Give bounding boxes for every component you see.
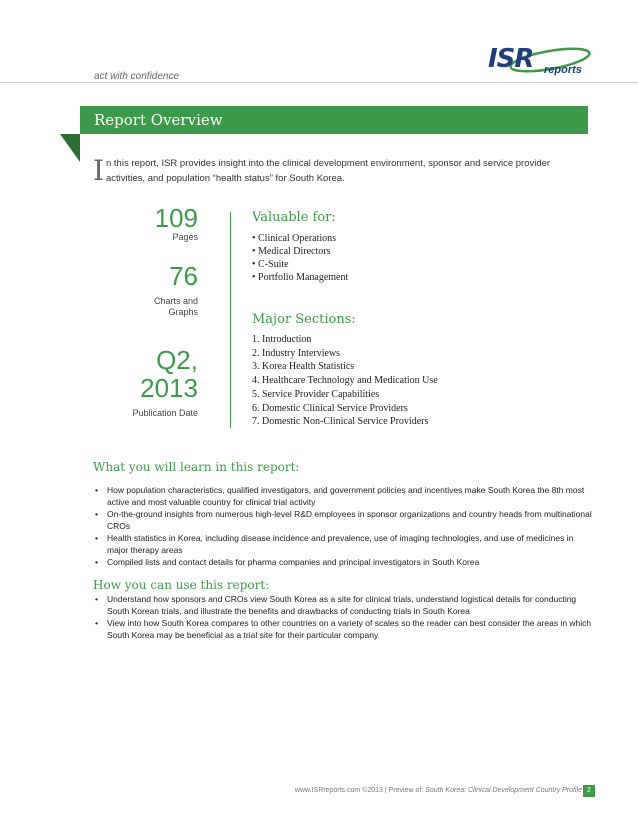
list-item: 3. Korea Health Statistics	[252, 361, 355, 373]
logo-sub: reports	[544, 64, 582, 76]
logo-brand: ISR	[488, 44, 534, 74]
major-sections-heading: Major Sections:	[252, 312, 356, 327]
list-item: • Portfolio Management	[252, 271, 348, 284]
stat-pages	[78, 204, 198, 243]
tagline: act with confidence	[94, 71, 180, 82]
footer	[295, 787, 582, 794]
stat-value: Q2, 2013	[140, 345, 198, 403]
intro-text: n this report, ISR provides insight into the clinical development environment, sponsor and service provider activities, and population “health status” for South Korea.	[106, 158, 551, 184]
list-item: 4. Healthcare Technology and Medication Use	[252, 375, 438, 387]
list-item: 6. Domestic Clinical Service Providers	[252, 402, 408, 414]
stat-value: 109	[154, 203, 198, 233]
banner-title: Report Overview	[94, 111, 223, 129]
major-sections-list	[252, 333, 438, 429]
list-item: • How population characteristics, qualified investigators, and government policies and incentives make South Korea the 8th most active and most valuable country for clinical trial activity	[95, 485, 595, 508]
stat-publication-date	[78, 346, 198, 419]
list-item: • On-the-ground insights from numerous high-level R&D employees in sponsor organizations and country heads from multinational CROs	[95, 509, 595, 532]
footer-title: South Korea: Clinical Development Country Profile	[425, 787, 582, 794]
list-item: 1. Introduction	[252, 334, 312, 345]
use-heading: How you can use this report:	[93, 578, 270, 592]
page-number: 2	[583, 785, 595, 797]
use-list	[95, 594, 595, 642]
stat-value: 76	[169, 261, 198, 291]
footer-text: www.ISRreports.com ©2013 | Preview of:	[294, 787, 426, 794]
list-item: • Health statistics in Korea, including disease incidence and prevalence, use of imaging technologies, and use of medicines in major therapy areas	[95, 533, 595, 556]
stat-charts	[78, 262, 198, 318]
banner-fold-decoration	[60, 134, 80, 162]
isr-reports-logo	[480, 40, 605, 84]
list-item: • Clinical Operations	[252, 232, 348, 245]
intro-dropcap: I	[93, 154, 105, 187]
column-divider	[230, 212, 231, 428]
list-item: • View into how South Korea compares to other countries on a variety of scales so the reader can best consider the areas in which South Korea may be beneficial as a trial site for their particular company	[95, 618, 595, 641]
stat-label: Charts and Graphs	[153, 296, 198, 317]
list-item: • Compiled lists and contact details for pharma companies and principal investigators in South Korea	[95, 557, 595, 569]
valuable-list	[252, 232, 348, 284]
stat-label: Publication Date	[132, 408, 198, 418]
report-overview-banner	[80, 106, 588, 134]
list-item: • C-Suite	[252, 258, 348, 271]
list-item: 2. Industry Interviews	[252, 347, 341, 359]
list-item: 7. Domestic Non-Clinical Service Providers	[252, 416, 429, 428]
list-item: 5. Service Provider Capabilities	[252, 388, 380, 400]
stat-label: Pages	[172, 232, 198, 242]
list-item: • Medical Directors	[252, 245, 348, 258]
learn-list	[95, 485, 595, 570]
header-divider	[0, 82, 638, 83]
valuable-heading: Valuable for:	[252, 210, 336, 225]
learn-heading: What you will learn in this report:	[93, 460, 300, 474]
list-item: • Understand how sponsors and CROs view South Korea as a site for clinical trials, understand logistical details for conducting South Korean trials, and illustrate the benefits and drawbacks of conducting trials in South Korea	[95, 594, 595, 617]
